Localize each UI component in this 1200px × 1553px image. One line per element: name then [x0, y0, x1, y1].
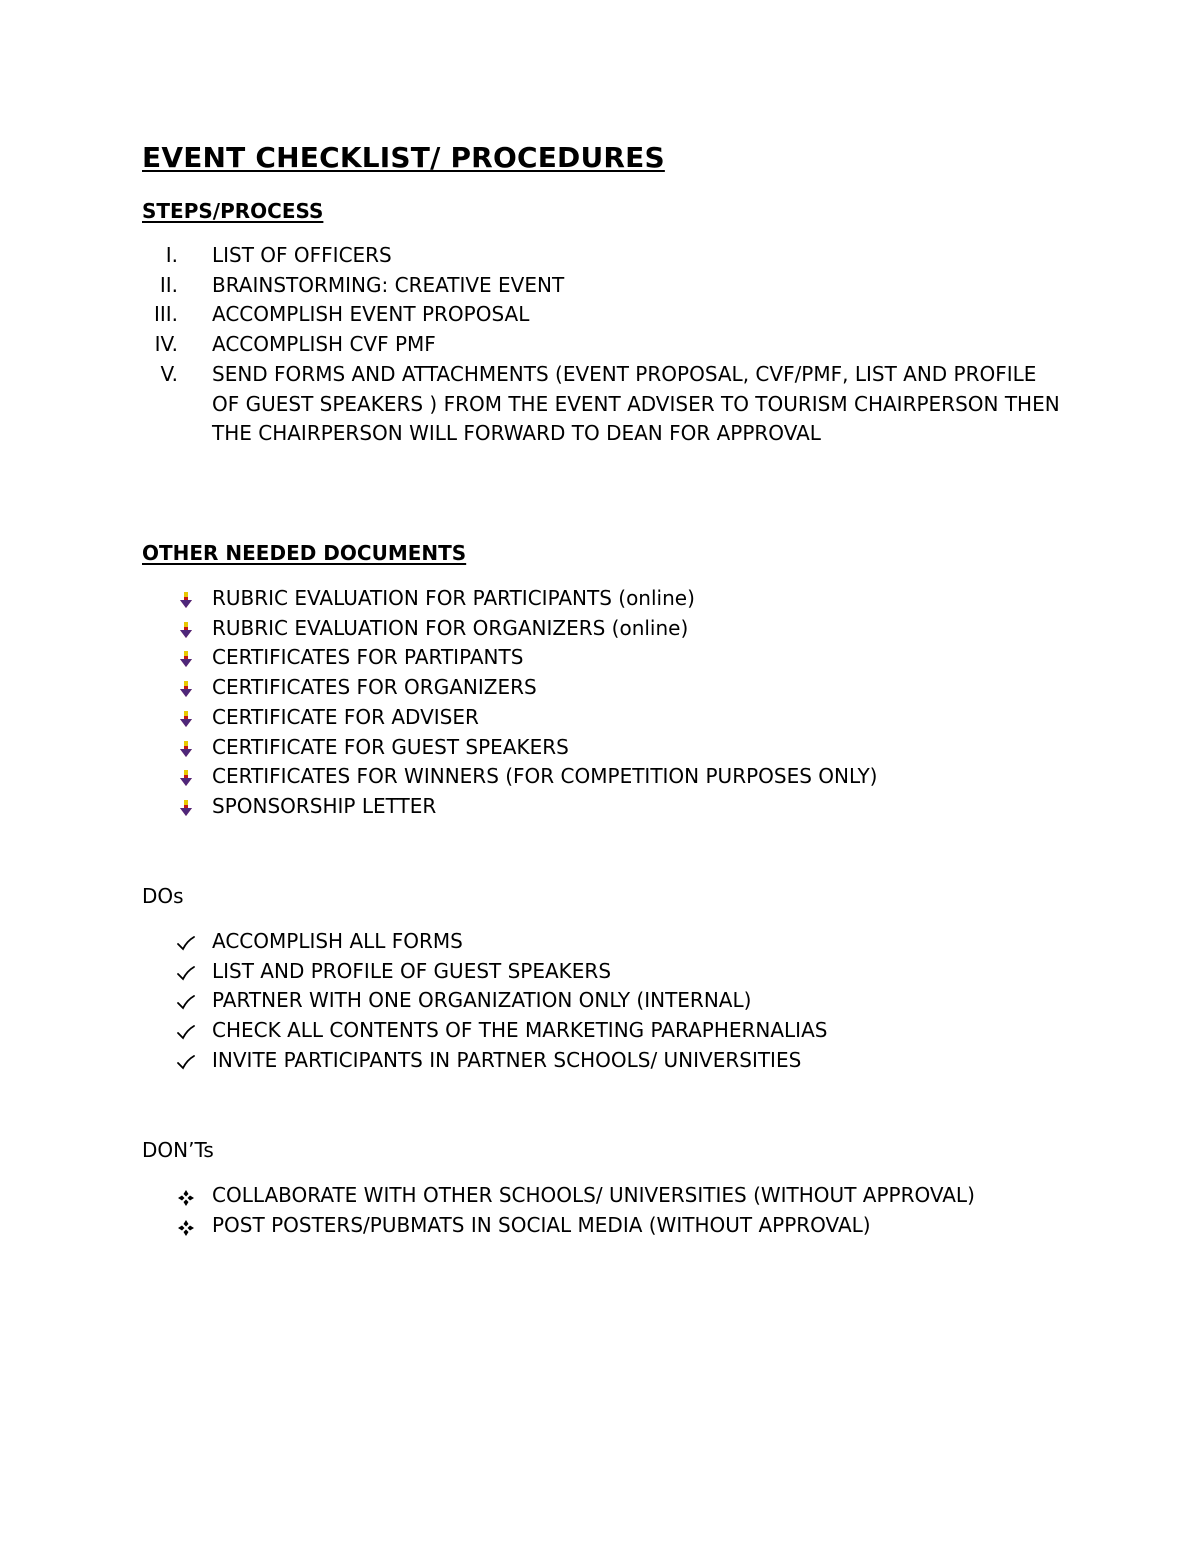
list-item — [0, 1181, 1200, 1211]
list-item-text: SEND FORMS AND ATTACHMENTS (EVENT PROPOSAL, CVF/PMF, LIST AND PROFILE OF GUEST SPEAKERS ) FROM THE EVENT ADVISER TO TOURISM CHAIRPERSON THEN THE CHAIRPERSON WILL FORWARD TO DEAN FOR APPROVAL — [212, 361, 1060, 446]
arrow-down-bullet-icon — [176, 710, 196, 730]
diamond-bullet-icon — [176, 1188, 196, 1208]
dos-heading: DOs — [142, 884, 184, 908]
list-item-text: CERTIFICATES FOR WINNERS (FOR COMPETITION PURPOSES ONLY) — [212, 764, 878, 789]
list-item-text: RUBRIC EVALUATION FOR ORGANIZERS (online) — [212, 615, 689, 640]
list-item — [0, 300, 1200, 330]
list-item — [0, 792, 1200, 822]
roman-numeral: III. — [153, 302, 178, 327]
list-item — [0, 643, 1200, 673]
donts-heading: DON’Ts — [142, 1138, 214, 1162]
list-item-text: SPONSORSHIP LETTER — [212, 793, 437, 818]
documents-list — [0, 584, 1200, 822]
roman-numeral: I. — [165, 243, 178, 267]
list-item-text: ACCOMPLISH CVF PMF — [212, 332, 436, 357]
list-item — [0, 703, 1200, 733]
list-item — [0, 360, 1200, 449]
list-item-text: ACCOMPLISH EVENT PROPOSAL — [212, 302, 530, 327]
list-item — [0, 1016, 1200, 1046]
dos-list — [0, 927, 1200, 1076]
list-item — [0, 1211, 1200, 1241]
documents-heading: OTHER NEEDED DOCUMENTS — [142, 541, 467, 565]
arrow-down-bullet-icon — [176, 591, 196, 611]
donts-list — [0, 1181, 1200, 1240]
list-item — [0, 762, 1200, 792]
list-item-text: INVITE PARTICIPANTS IN PARTNER SCHOOLS/ UNIVERSITIES — [212, 1047, 802, 1072]
arrow-down-bullet-icon — [176, 799, 196, 819]
list-item — [0, 330, 1200, 360]
arrow-down-bullet-icon — [176, 769, 196, 789]
roman-numeral: II. — [159, 272, 178, 297]
check-mark-icon — [176, 1023, 196, 1043]
arrow-down-bullet-icon — [176, 680, 196, 700]
steps-heading: STEPS/PROCESS — [142, 199, 324, 223]
list-item-text: RUBRIC EVALUATION FOR PARTICIPANTS (online) — [212, 586, 695, 610]
check-mark-icon — [176, 993, 196, 1013]
list-item — [0, 673, 1200, 703]
check-mark-icon — [176, 964, 196, 984]
list-item-text: LIST AND PROFILE OF GUEST SPEAKERS — [212, 958, 612, 983]
roman-numeral: V. — [160, 361, 178, 386]
document-title: EVENT CHECKLIST/ PROCEDURES — [142, 141, 665, 174]
list-item-text: CERTIFICATES FOR PARTIPANTS — [212, 645, 524, 670]
list-item — [0, 957, 1200, 987]
list-item-text: POST POSTERS/PUBMATS IN SOCIAL MEDIA (WITHOUT APPROVAL) — [212, 1212, 871, 1237]
list-item-text: ACCOMPLISH ALL FORMS — [212, 929, 463, 953]
list-item — [0, 584, 1200, 614]
arrow-down-bullet-icon — [176, 621, 196, 641]
steps-list — [0, 241, 1200, 449]
list-item — [0, 986, 1200, 1016]
check-mark-icon — [176, 1053, 196, 1073]
list-item-text: CERTIFICATES FOR ORGANIZERS — [212, 675, 537, 700]
arrow-down-bullet-icon — [176, 740, 196, 760]
list-item-text: PARTNER WITH ONE ORGANIZATION ONLY (INTERNAL) — [212, 988, 752, 1013]
list-item — [0, 927, 1200, 957]
list-item-text: CERTIFICATE FOR GUEST SPEAKERS — [212, 734, 569, 759]
roman-numeral: IV. — [154, 332, 178, 357]
check-mark-icon — [176, 934, 196, 954]
list-item-text: COLLABORATE WITH OTHER SCHOOLS/ UNIVERSITIES (WITHOUT APPROVAL) — [212, 1183, 975, 1207]
diamond-bullet-icon — [176, 1218, 196, 1238]
list-item — [0, 241, 1200, 271]
arrow-down-bullet-icon — [176, 650, 196, 670]
list-item — [0, 733, 1200, 763]
list-item — [0, 271, 1200, 301]
list-item-text: LIST OF OFFICERS — [212, 243, 392, 267]
list-item — [0, 1046, 1200, 1076]
list-item-text: BRAINSTORMING: CREATIVE EVENT — [212, 272, 565, 297]
list-item — [0, 614, 1200, 644]
list-item-text: CHECK ALL CONTENTS OF THE MARKETING PARAPHERNALIAS — [212, 1018, 828, 1043]
list-item-text: CERTIFICATE FOR ADVISER — [212, 704, 479, 729]
